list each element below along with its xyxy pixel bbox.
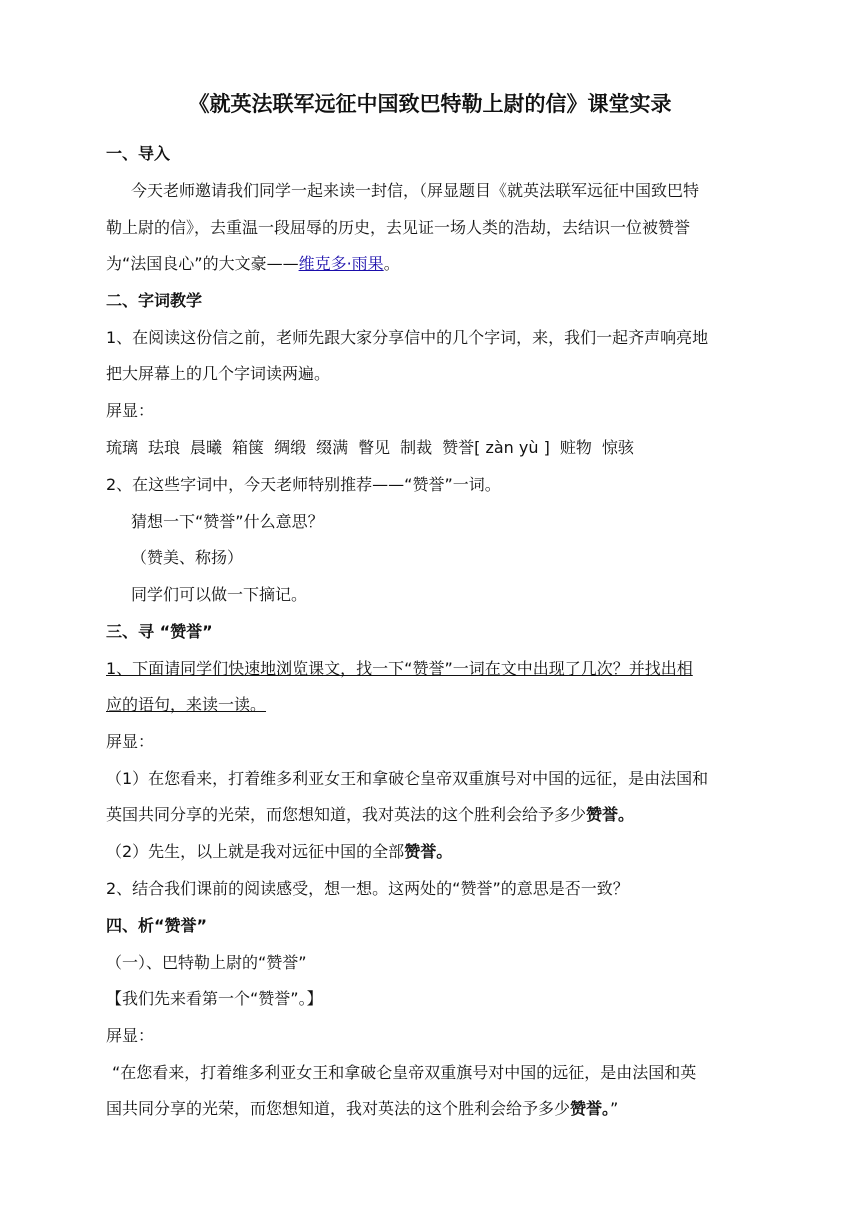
- section-4-heading: 四、析“赞誉”: [106, 916, 208, 935]
- quote-line: [106, 1098, 618, 1120]
- quote-text: （2）先生，以上就是我对远征中国的全部: [106, 842, 405, 861]
- vocab-word: 赃物: [559, 438, 592, 457]
- quote-line: [106, 804, 634, 826]
- screen-label: 屏显：: [106, 401, 155, 420]
- paragraph-line: 1、在阅读这份信之前，老师先跟大家分享信中的几个字词，来，我们一起齐声响亮地: [106, 328, 709, 347]
- document-title: 《就英法联军远征中国致巴特勒上尉的信》课堂实录: [188, 92, 672, 116]
- vocab-word: 赞誉[ zàn yù ]: [442, 438, 550, 457]
- screen-label: 屏显：: [106, 1026, 155, 1045]
- vocab-word: 绸缎: [274, 438, 307, 457]
- paragraph-line: 应的语句，来读一读。: [106, 695, 267, 714]
- quote-line: [106, 841, 452, 863]
- vocab-word: 箱箧: [232, 438, 265, 457]
- quote-text: 英国共同分享的光荣，而您想知道，我对英法的这个胜利会给予多少: [106, 805, 587, 824]
- section-1-heading: 一、导入: [106, 144, 171, 163]
- paragraph-text: 为“法国良心”的大文豪——: [106, 254, 299, 273]
- vocab-word: 瞥见: [358, 438, 391, 457]
- vocab-word: 制裁: [400, 438, 433, 457]
- quote-bold: 赞誉。: [586, 805, 635, 824]
- vocab-word: 晨曦: [190, 438, 223, 457]
- vocab-word: 珐琅: [148, 438, 181, 457]
- hugo-link[interactable]: 维克多·雨果: [298, 254, 384, 273]
- screen-label: 屏显：: [106, 732, 155, 751]
- section-2-heading: 二、字词教学: [106, 291, 203, 310]
- paragraph-line: 猜想一下“赞誉”什么意思？: [131, 512, 324, 531]
- paragraph-line: 勒上尉的信》，去重温一段屈辱的历史，去见证一场人类的浩劫，去结识一位被赞誉: [106, 218, 691, 237]
- subsection-heading: （一）、巴特勒上尉的“赞誉”: [106, 953, 307, 972]
- paragraph-line: 1、下面请同学们快速地浏览课文，找一下“赞誉”一词在文中出现了几次？并找出相: [106, 659, 693, 678]
- paragraph-line: [106, 253, 400, 275]
- vocab-word: 缀满: [316, 438, 349, 457]
- vocab-list: [106, 437, 644, 459]
- paragraph-line: 2、在这些字词中，今天老师特别推荐——“赞誉”一词。: [106, 475, 501, 494]
- paragraph-line: 今天老师邀请我们同学一起来读一封信，（屏显题目《就英法联军远征中国致巴特: [131, 181, 700, 200]
- section-3-heading: 三、寻 “赞誉”: [106, 622, 213, 641]
- vocab-word: 惊骇: [601, 438, 634, 457]
- quote-bold: 赞誉。: [404, 842, 453, 861]
- quote-bold: 赞誉。: [570, 1099, 611, 1118]
- quote-line: （1）在您看来，打着维多利亚女王和拿破仑皇帝双重旗号对中国的远征，是由法国和: [106, 769, 709, 788]
- paragraph-line: 【我们先来看第一个“赞誉”。】: [106, 989, 323, 1008]
- quote-line: “在您看来，打着维多利亚女王和拿破仑皇帝双重旗号对中国的远征，是由法国和英: [112, 1063, 697, 1082]
- paragraph-line: 把大屏幕上的几个字词读两遍。: [106, 364, 331, 383]
- paragraph-line: 2、结合我们课前的阅读感受，想一想。这两处的“赞誉”的意思是否一致？: [106, 879, 629, 898]
- quote-text: 国共同分享的光荣，而您想知道，我对英法的这个胜利会给予多少: [106, 1099, 571, 1118]
- paragraph-text: 。: [383, 254, 400, 273]
- paragraph-line: （赞美、称扬）: [131, 548, 244, 567]
- quote-text: ”: [610, 1099, 619, 1118]
- paragraph-line: 同学们可以做一下摘记。: [131, 585, 308, 604]
- vocab-word: 琉璃: [106, 438, 139, 457]
